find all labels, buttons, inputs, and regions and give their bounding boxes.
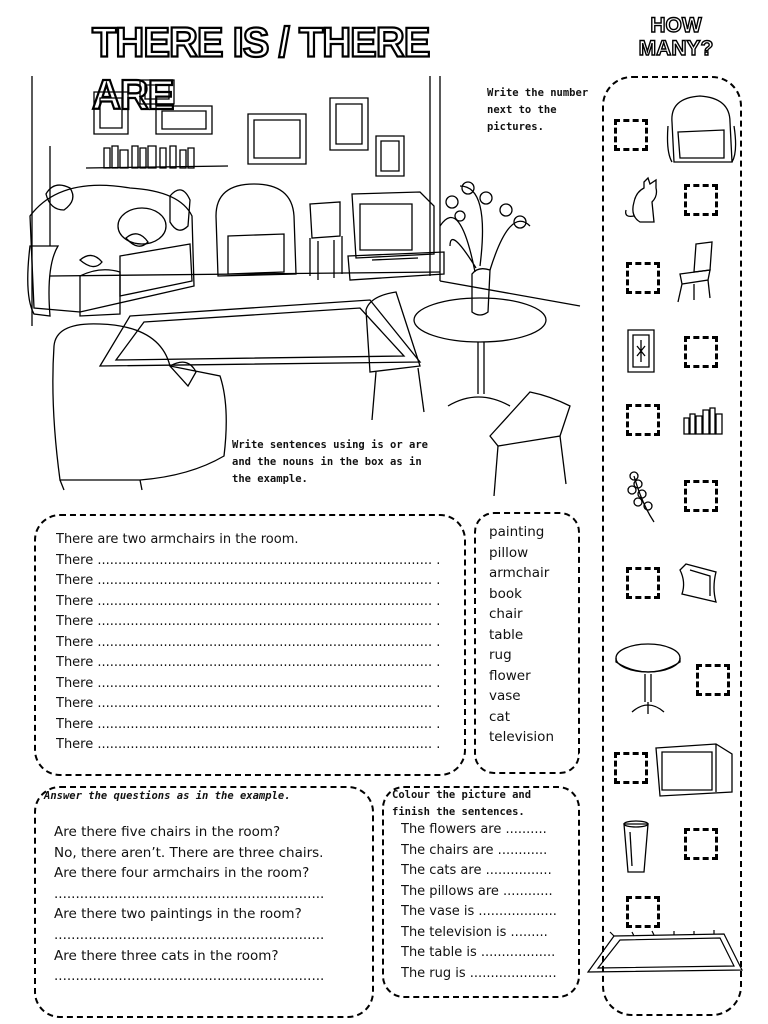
question-line: Are there five chairs in the room? <box>54 824 281 840</box>
television-count-box[interactable] <box>614 752 648 784</box>
question-line: Are there two paintings in the room? <box>54 906 302 923</box>
rug-icon <box>584 930 746 974</box>
television-icon <box>652 740 736 800</box>
word-item: table <box>489 626 524 643</box>
word-item: cat <box>489 708 510 725</box>
vase-count-box[interactable] <box>684 828 718 860</box>
pillow-icon <box>676 560 720 606</box>
colour-line[interactable]: The television is ......... <box>401 924 548 940</box>
pillow-count-box[interactable] <box>626 567 660 599</box>
table-count-box[interactable] <box>696 664 730 696</box>
sentence-line[interactable]: There ................................................................................. . <box>56 675 441 691</box>
sentence-line[interactable]: There ................................................................................. . <box>56 716 441 732</box>
word-item: vase <box>489 688 521 704</box>
sentences-list <box>56 530 456 756</box>
word-item: armchair <box>489 565 550 581</box>
chair-icon <box>674 240 716 304</box>
colour-line[interactable]: The table is .................. <box>401 945 556 960</box>
sentence-line[interactable]: There ................................................................................. . <box>56 655 441 670</box>
questions-list <box>54 822 354 987</box>
flower-icon <box>626 468 660 524</box>
vase-icon <box>620 818 652 876</box>
painting-icon <box>626 328 656 374</box>
colour-line[interactable]: The flowers are .......... <box>401 822 547 837</box>
sentence-line[interactable]: There ................................................................................. . <box>56 552 441 568</box>
sentence-line[interactable]: There ................................................................................. . <box>56 737 441 752</box>
word-item: painting <box>489 524 545 540</box>
chair-count-box[interactable] <box>626 262 660 294</box>
colour-line[interactable]: The pillows are ............ <box>401 883 553 899</box>
cat-count-box[interactable] <box>684 184 718 216</box>
how-many-heading: HOW MANY? <box>638 14 714 60</box>
armchair-count-box[interactable] <box>614 119 648 151</box>
sentence-line: There are two armchairs in the room. <box>56 532 299 547</box>
colour-sentences <box>401 820 566 984</box>
answer-line[interactable]: ............................................................... <box>54 926 325 943</box>
write-number-instruction: Write the number next to the pictures. <box>487 87 589 133</box>
colour-line[interactable]: The cats are ................ <box>401 863 552 878</box>
question-line: Are there four armchairs in the room? <box>54 865 310 882</box>
write-sentences-instruction: Write sentences using is or are and the nouns in the box as in the example. <box>232 439 428 485</box>
flower-count-box[interactable] <box>684 480 718 512</box>
sentence-line[interactable]: There ................................................................................. . <box>56 573 441 588</box>
colour-line[interactable]: The vase is ................... <box>401 904 557 919</box>
word-item: chair <box>489 606 523 622</box>
answer-questions-instruction: Answer the questions as in the example. <box>44 790 291 802</box>
colour-line[interactable]: The rug is ..................... <box>401 965 557 981</box>
word-item: rug <box>489 647 512 663</box>
books-icon <box>682 404 724 436</box>
word-item: flower <box>489 667 531 684</box>
table-icon <box>612 638 684 718</box>
page-title: THERE IS / THERE ARE <box>92 19 430 119</box>
answer-line[interactable]: ............................................................... <box>54 885 325 902</box>
word-item: book <box>489 585 522 602</box>
sentence-line[interactable]: There ................................................................................. . <box>56 696 441 711</box>
word-item: television <box>489 729 554 745</box>
answer-line: No, there aren’t. There are three chairs. <box>54 844 324 861</box>
sentence-line[interactable]: There ................................................................................. . <box>56 593 441 609</box>
answer-line[interactable]: ............................................................... <box>54 968 325 985</box>
book-count-box[interactable] <box>626 404 660 436</box>
sentence-line[interactable]: There ................................................................................. . <box>56 614 441 629</box>
word-item: pillow <box>489 544 529 561</box>
armchair-icon <box>664 92 744 168</box>
question-line: Are there three cats in the room? <box>54 947 279 964</box>
colour-instruction: Colour the picture and finish the sentences. <box>392 789 532 818</box>
cat-icon <box>622 176 664 224</box>
colour-line[interactable]: The chairs are ............ <box>401 842 548 858</box>
rug-count-box[interactable] <box>626 896 660 928</box>
sentence-line[interactable]: There ................................................................................. . <box>56 634 441 650</box>
word-list <box>489 522 554 748</box>
painting-count-box[interactable] <box>684 336 718 368</box>
